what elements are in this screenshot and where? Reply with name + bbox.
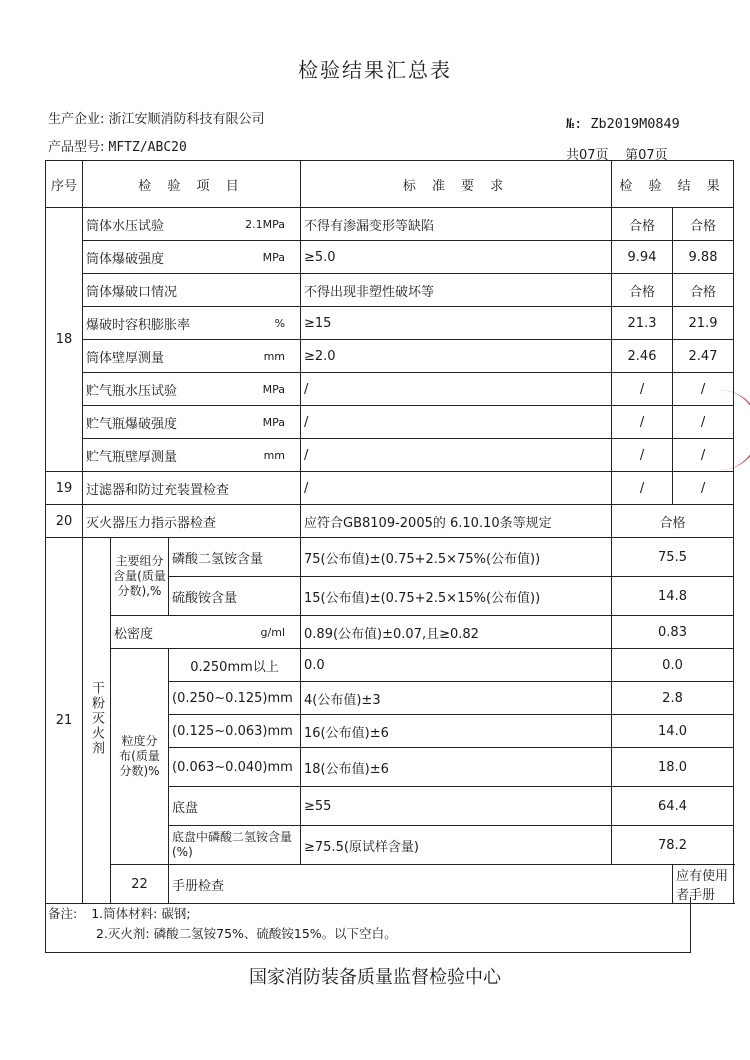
result-cell: 合格 (673, 208, 734, 241)
group-label-cell (83, 538, 111, 904)
item-label: 爆破时容积膨胀率 (86, 317, 191, 333)
result-cell: 合格 (612, 208, 673, 241)
req-cell: 16(公布值)±6 (301, 715, 612, 748)
req-cell: 75(公布值)±(0.75+2.5×75%(公布值)) (301, 538, 612, 577)
company-name: 浙江安顺消防科技有限公司 (108, 112, 265, 127)
table-row (46, 241, 734, 274)
table-row (46, 616, 734, 649)
item-cell: 磷酸二氢铵含量 (169, 538, 301, 577)
table-row (46, 208, 734, 241)
item-cell (83, 340, 301, 373)
result-cell: 75.5 (612, 538, 734, 577)
item-cell (111, 616, 301, 649)
item-cell: 过滤器和防过充装置检查 (83, 472, 301, 505)
result-cell: 2.47 (673, 340, 734, 373)
result-cell: / (673, 406, 734, 439)
item-cell: (0.125~0.063)mm (169, 715, 301, 748)
notes-label: 备注: (48, 906, 78, 921)
item-label: 贮气瓶壁厚测量 (86, 449, 178, 465)
result-cell: / (612, 406, 673, 439)
item-cell: 底盘中磷酸二氢铵含量(%) (169, 826, 301, 865)
notes-line-1 (48, 904, 397, 924)
req-cell: 15(公布值)±(0.75+2.5×15%(公布值)) (301, 577, 612, 616)
req-cell: / (301, 439, 612, 472)
table-header-row (46, 161, 734, 208)
item-unit: g/ml (260, 625, 286, 639)
page-title: 检验结果汇总表 (298, 58, 452, 82)
result-cell: 78.2 (612, 826, 734, 865)
table-row (46, 538, 734, 577)
particle-size-label: 粒度分布(质量分数)% (111, 649, 169, 865)
header-item: 检 验 项 目 (83, 161, 301, 208)
req-cell: / (301, 373, 612, 406)
result-cell: 合格 (612, 274, 673, 307)
req-cell: ≥55 (301, 787, 612, 826)
req-cell: / (301, 472, 612, 505)
result-cell: / (612, 373, 673, 406)
result-cell: 9.94 (612, 241, 673, 274)
item-unit: mm (263, 448, 286, 462)
item-cell: 底盘 (169, 787, 301, 826)
result-cell: 64.4 (612, 787, 734, 826)
group-label: 干粉灭火剂 (89, 681, 104, 756)
req-cell: ≥5.0 (301, 241, 612, 274)
item-unit: MPa (262, 250, 286, 264)
table-row (46, 649, 734, 682)
table-row (46, 274, 734, 307)
result-cell: / (673, 373, 734, 406)
result-cell: 合格 (673, 274, 734, 307)
result-cell: 21.3 (612, 307, 673, 340)
req-cell: 0.89(公布值)±0.07,且≥0.82 (301, 616, 612, 649)
notes (48, 904, 397, 944)
item-cell: (0.250~0.125)mm (169, 682, 301, 715)
seq-cell: 21 (46, 538, 83, 904)
item-cell: 硫酸铵含量 (169, 577, 301, 616)
req-cell: 4(公布值)±3 (301, 682, 612, 715)
req-cell: 0.0 (301, 649, 612, 682)
result-cell: 18.0 (612, 748, 734, 787)
results-table (45, 160, 734, 904)
req-cell: / (301, 406, 612, 439)
req-cell: 18(公布值)±6 (301, 748, 612, 787)
report-number: №: Zb2019M0849 (566, 116, 680, 132)
model-label: 产品型号: (48, 140, 105, 155)
header-result: 检 验 结 果 (612, 161, 734, 208)
table-row (46, 472, 734, 505)
result-cell: 9.88 (673, 241, 734, 274)
item-cell: 手册检查 (169, 865, 673, 904)
table-row (46, 406, 734, 439)
seq-cell: 19 (46, 472, 83, 505)
item-unit: mm (263, 349, 286, 363)
result-cell: 14.0 (612, 715, 734, 748)
seq-cell: 18 (46, 208, 83, 472)
req-cell: 应有使用者手册 (673, 865, 734, 904)
header-req: 标 准 要 求 (301, 161, 612, 208)
table-row (46, 307, 734, 340)
item-unit: % (274, 316, 286, 330)
item-cell (83, 406, 301, 439)
table-row (46, 505, 734, 538)
item-label: 筒体水压试验 (86, 218, 165, 234)
result-cell: 14.8 (612, 577, 734, 616)
req-cell: 应符合GB8109-2005的 6.10.10条等规定 (301, 505, 612, 538)
notes-text-1: 1.筒体材料: 碳钢; (91, 906, 191, 921)
req-cell: ≥15 (301, 307, 612, 340)
result-cell: / (673, 472, 734, 505)
result-cell: 0.83 (612, 616, 734, 649)
item-cell: (0.063~0.040)mm (169, 748, 301, 787)
table-row (46, 373, 734, 406)
seal-mark (718, 390, 750, 470)
item-label: 筒体壁厚测量 (86, 350, 165, 366)
req-cell: ≥2.0 (301, 340, 612, 373)
item-unit: 2.1MPa (245, 217, 286, 231)
item-label: 筒体爆破强度 (86, 251, 165, 267)
req-cell: 不得出现非塑性破坏等 (301, 274, 612, 307)
item-unit: MPa (262, 382, 286, 396)
result-cell: / (612, 472, 673, 505)
seq-cell: 20 (46, 505, 83, 538)
item-label: 贮气瓶水压试验 (86, 383, 178, 399)
item-label: 筒体爆破口情况 (86, 284, 178, 300)
result-cell: 合格 (612, 505, 734, 538)
req-cell: ≥75.5(原试样含量) (301, 826, 612, 865)
company-line (48, 108, 265, 127)
item-cell (83, 274, 301, 307)
item-cell (83, 307, 301, 340)
seq-cell: 22 (111, 865, 169, 904)
item-cell (83, 241, 301, 274)
item-cell (83, 373, 301, 406)
item-cell: 灭火器压力指示器检查 (83, 505, 301, 538)
result-cell: 2.46 (612, 340, 673, 373)
item-label: 松密度 (114, 626, 154, 642)
item-cell (83, 439, 301, 472)
header-seq: 序号 (46, 161, 83, 208)
item-label: 贮气瓶爆破强度 (86, 416, 178, 432)
issuer-footer: 国家消防装备质量监督检验中心 (249, 967, 501, 988)
item-cell (83, 208, 301, 241)
result-cell: 0.0 (612, 649, 734, 682)
table-row (46, 340, 734, 373)
company-label: 生产企业: (48, 112, 105, 127)
req-cell: 不得有渗漏变形等缺陷 (301, 208, 612, 241)
item-unit: MPa (262, 415, 286, 429)
result-cell: / (673, 439, 734, 472)
result-cell: 21.9 (673, 307, 734, 340)
main-component-label: 主要组分含量(质量分数),% (111, 538, 169, 616)
result-cell: 2.8 (612, 682, 734, 715)
result-cell: / (612, 439, 673, 472)
model-line (48, 136, 187, 155)
item-cell: 0.250mm以上 (169, 649, 301, 682)
notes-text-2: 2.灭火剂: 磷酸二氢铵75%、硫酸铵15%。以下空白。 (96, 926, 397, 941)
page-count: 共07页 第07页 (566, 148, 668, 163)
table-row (46, 439, 734, 472)
model-value: MFTZ/ABC20 (108, 140, 187, 155)
